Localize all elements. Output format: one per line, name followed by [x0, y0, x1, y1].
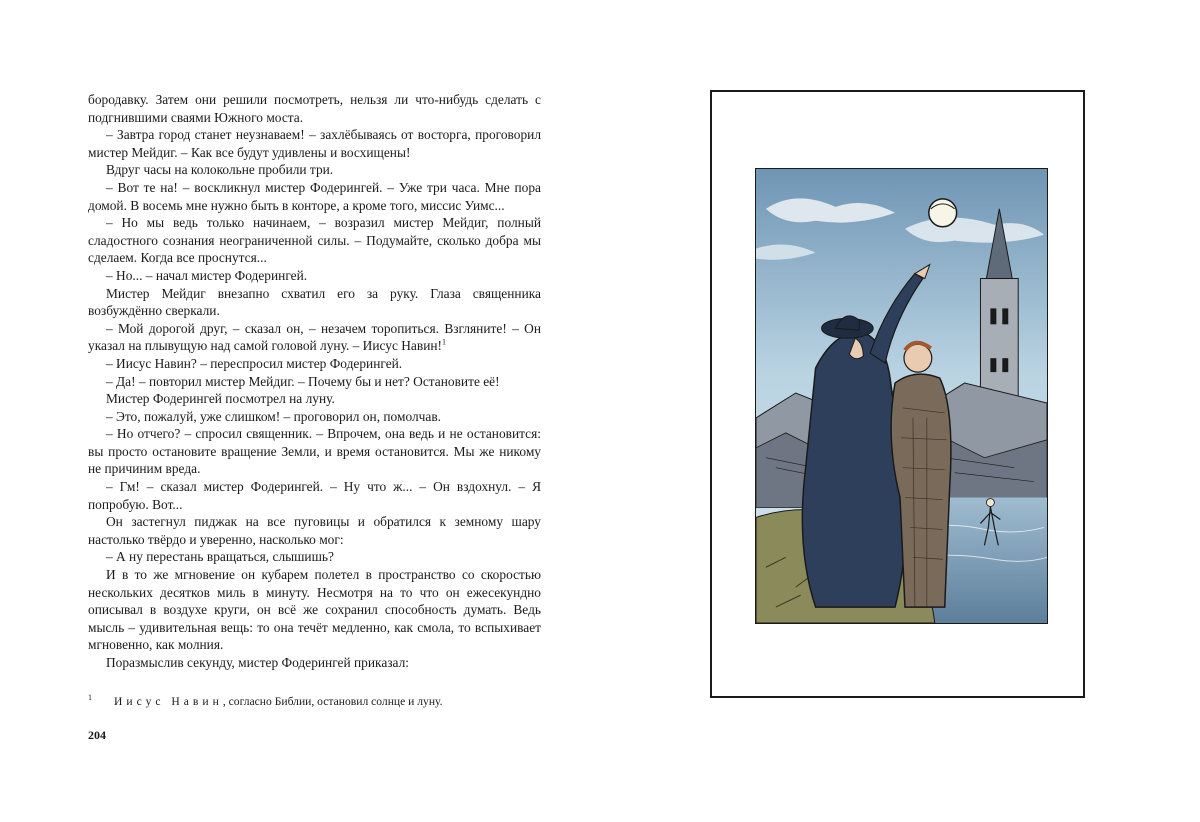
paragraph: – Но мы ведь только начинаем, – возразил мистер Мейдиг, полный сладостного сознания неограниченной силы. – Подумайте, сколько добра мы сделаем. Когда все проснутся...	[88, 215, 541, 266]
paragraph: – Это, пожалуй, уже слишком! – проговорил он, помолчав.	[106, 408, 442, 424]
paragraph: – Мой дорогой друг, – сказал он, – незачем торопиться. Взгляните! – Он указал на плывущую над самой головой луну. – Иисус Навин!$^1$	[88, 320, 541, 354]
paragraph: – Завтра город станет неузнаваем! – захлёбываясь от восторга, проговорил мистер Мейдиг. – Как все будут удивлены и восхищены!	[88, 127, 541, 160]
paragraph: Он застегнул пиджак на все пуговицы и обратился к земному шару настолько твёрдо и уверенно, насколько мог:	[88, 514, 541, 547]
paragraph: – Да! – повторил мистер Мейдиг. – Почему бы и нет? Остановите её!	[106, 373, 500, 389]
story-text	[88, 91, 541, 672]
illustration-frame	[710, 90, 1085, 698]
paragraph: Мистер Мейдиг внезапно схватил его за руку. Глаза священника возбуждённо сверкали.	[88, 285, 541, 319]
footnote-text: , согласно Библии, остановил солнце и луну.	[222, 694, 443, 708]
illustration	[755, 168, 1048, 624]
paragraph: И в то же мгновение он кубарем полетел в пространство со скоростью нескольких десятков миль в минуту. Несмотря на то что он ежесекундно описывал в воздухе круги, он всё же сохранил способность думать. Ведь мысль – удивительная вещь: то она течёт медленно, как смола, то вспыхивает мгновенно, как молния.	[88, 567, 541, 653]
footnote-number: 1	[88, 693, 92, 702]
paragraph: – Иисус Навин? – переспросил мистер Фодерингей.	[106, 355, 403, 371]
paragraph: Поразмыслив секунду, мистер Фодерингей приказал:	[106, 655, 410, 670]
paragraph: – Но... – начал мистер Фодерингей.	[106, 267, 308, 283]
paragraph: Мистер Фодерингей посмотрел на луну.	[106, 391, 335, 407]
page-number: 204	[88, 728, 106, 742]
footnote-mark: 1	[442, 337, 446, 347]
footnote	[88, 690, 541, 709]
paragraph: – А ну перестань вращаться, слышишь?	[106, 549, 334, 565]
footnote-name: Иисус Навин	[114, 694, 223, 708]
paragraph: – Вот те на! – воскликнул мистер Фодерингей. – Уже три часа. Мне пора домой. В восемь мне нужно быть в конторе, а кроме того, миссис Уимс...	[88, 179, 541, 213]
paragraph: – Гм! – сказал мистер Фодерингей. – Ну что ж... – Он вздохнул. – Я попробую. Вот...	[88, 479, 541, 512]
moon	[929, 199, 957, 227]
paragraph: – Но отчего? – спросил священник. – Впрочем, она ведь и не остановится: вы просто остановите вращение Земли, и время остановится. Мы же никому не причиним вреда.	[88, 426, 541, 477]
paragraph: Вдруг часы на колокольне пробили три.	[106, 162, 334, 178]
paragraph: бородавку. Затем они решили посмотреть, нельзя ли что-нибудь сделать с подгнившими сваями Южного моста.	[88, 92, 541, 125]
illustration-drawing	[756, 169, 1047, 623]
right-page	[600, 0, 1200, 822]
